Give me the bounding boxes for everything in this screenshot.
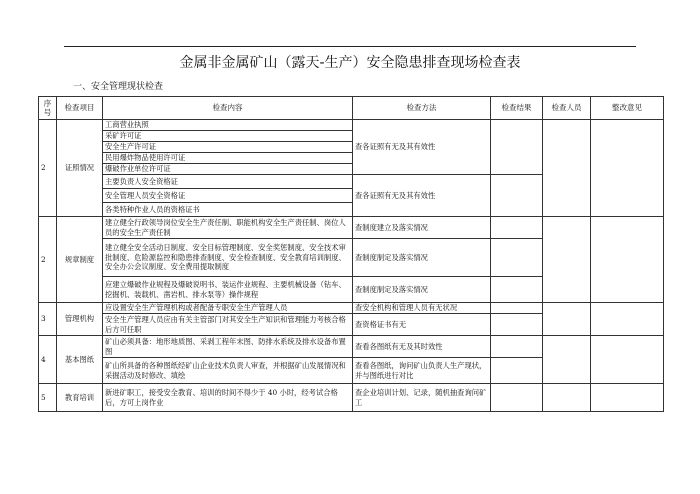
table-row — [39, 384, 664, 412]
inspector-cell[interactable] — [543, 120, 591, 217]
result-cell[interactable] — [491, 358, 543, 384]
opinion-cell[interactable] — [591, 303, 664, 336]
seq-cell: 3 — [39, 303, 57, 336]
opinion-cell[interactable] — [591, 336, 664, 384]
method-cell: 查各证照有无及其有效性 — [353, 175, 491, 217]
content-cell: 建立健全安全活动日制度、安全目标管理制度、安全奖惩制度、安全技术审批制度、危险源监控和隐患排查制度、安全检查制度、安全教育培训制度、安全办公会议制度、安全费用提取制度 — [103, 239, 353, 277]
top-rule — [64, 46, 636, 47]
section-heading: 一、安全管理现状检查 — [73, 82, 164, 92]
opinion-cell[interactable] — [591, 217, 664, 303]
content-cell: 新进矿职工，接受安全教育、培训的时间不得少于 40 小时，经考试合格后，方可上岗作业 — [103, 384, 353, 412]
header-method: 检查方法 — [353, 97, 491, 120]
content-cell: 应建立爆破作业规程及爆破说明书、装运作业规程、主要机械设备（钻车、挖掘机、装载机、凿岩机、排水泵等）操作规程 — [103, 277, 353, 303]
table-row — [39, 336, 664, 358]
result-cell[interactable] — [491, 384, 543, 412]
result-cell[interactable] — [491, 336, 543, 358]
result-cell[interactable] — [491, 175, 543, 217]
item-cell: 规章制度 — [57, 217, 103, 303]
method-cell: 查企业培训计划、记录，随机抽查询问矿工 — [353, 384, 491, 412]
header-inspector: 检查人员 — [543, 97, 591, 120]
result-cell[interactable] — [491, 239, 543, 277]
item-cell: 基本图纸 — [57, 336, 103, 384]
item-cell: 教育培训 — [57, 384, 103, 412]
method-cell: 查各证照有无及其有效性 — [353, 120, 491, 175]
item-cell: 管理机构 — [57, 303, 103, 336]
result-cell[interactable] — [491, 303, 543, 314]
content-cell: 安全生产许可证 — [103, 142, 353, 153]
header-content: 检查内容 — [103, 97, 353, 120]
result-cell[interactable] — [491, 277, 543, 303]
method-cell: 查资格证书有无 — [353, 314, 491, 336]
method-cell: 查安全机构和管理人员有无状况 — [353, 303, 491, 314]
header-opinion: 整改意见 — [591, 97, 664, 120]
result-cell[interactable] — [491, 120, 543, 175]
content-cell: 矿山必须具备：地形地质图、采剥工程年末图、防排水系统及排水设备布置图 — [103, 336, 353, 358]
content-cell: 各类特种作业人员的资格证书 — [103, 203, 353, 217]
opinion-cell[interactable] — [591, 120, 664, 217]
inspector-cell[interactable] — [543, 303, 591, 336]
method-cell: 查制度制定及落实情况 — [353, 277, 491, 303]
content-cell: 安全生产管理人员应由有关主管部门对其安全生产知识和管理能力考核合格后方可任职 — [103, 314, 353, 336]
content-cell: 建立健全行政领导岗位安全生产责任制、职能机构安全生产责任制、岗位人员的安全生产责任制 — [103, 217, 353, 239]
inspector-cell[interactable] — [543, 217, 591, 303]
result-cell[interactable] — [491, 217, 543, 239]
content-cell: 应设置安全生产管理机构或者配备专职安全生产管理人员 — [103, 303, 353, 314]
table-row — [39, 120, 664, 131]
header-seq: 序 号 — [39, 97, 57, 120]
inspection-table — [38, 96, 664, 412]
inspector-cell[interactable] — [543, 384, 591, 412]
content-cell: 爆破作业单位许可证 — [103, 164, 353, 175]
header-item: 检查项目 — [57, 97, 103, 120]
method-cell: 查看各图纸，询问矿山负责人生产现状，并与图纸进行对比 — [353, 358, 491, 384]
seq-cell: 5 — [39, 384, 57, 412]
header-row — [39, 97, 664, 120]
content-cell: 采矿许可证 — [103, 131, 353, 142]
header-result: 检查结果 — [491, 97, 543, 120]
item-cell: 证照情况 — [57, 120, 103, 217]
content-cell: 安全管理人员安全资格证 — [103, 189, 353, 203]
content-cell: 主要负责人安全资格证 — [103, 175, 353, 189]
seq-cell: 2 — [39, 120, 57, 217]
result-cell[interactable] — [491, 314, 543, 336]
table-row — [39, 303, 664, 314]
seq-cell: 4 — [39, 336, 57, 384]
opinion-cell[interactable] — [591, 384, 664, 412]
method-cell: 查制度建立及落实情况 — [353, 217, 491, 239]
page-title: 金属非金属矿山（露天-生产）安全隐患排查现场检查表 — [179, 55, 521, 71]
method-cell: 查看各图纸有无及其时效性 — [353, 336, 491, 358]
content-cell: 工商营业执照 — [103, 120, 353, 131]
content-cell: 矿山所具备的各种图纸经矿山企业技术负责人审查，并根据矿山发展情况和采掘活动及时修改、填绘 — [103, 358, 353, 384]
content-cell: 民用爆炸物品使用许可证 — [103, 153, 353, 164]
seq-cell: 2 — [39, 217, 57, 303]
table-row — [39, 217, 664, 239]
inspector-cell[interactable] — [543, 336, 591, 384]
method-cell: 查制度制定及落实情况 — [353, 239, 491, 277]
